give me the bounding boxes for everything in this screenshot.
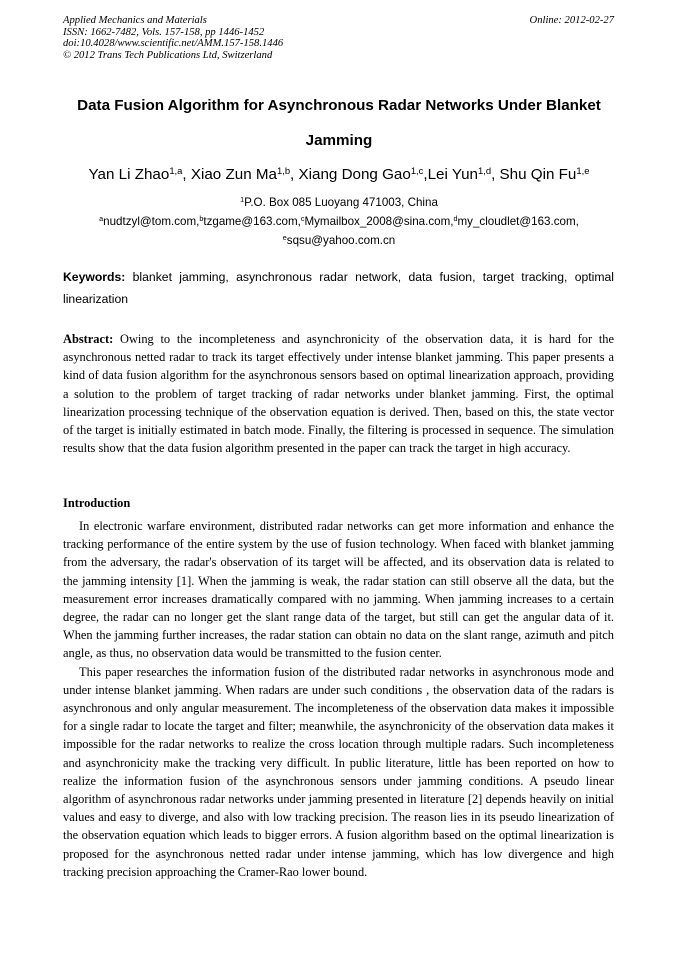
affiliation-address: P.O. Box 085 Luoyang 471003, China	[244, 196, 438, 209]
author-affiliation-mark: 1,e	[576, 164, 590, 176]
journal-name: Applied Mechanics and Materials	[63, 15, 207, 26]
introduction-heading: Introduction	[63, 496, 131, 510]
doi-line: doi:10.4028/www.scientific.net/AMM.157-158.1446	[63, 38, 284, 50]
author-affiliation-mark: 1,b	[276, 164, 291, 176]
email-mark: e	[282, 233, 287, 243]
email-mark: a	[99, 214, 104, 224]
author-name: Xiao Zun Ma	[190, 166, 277, 183]
email-separator: ,	[450, 215, 454, 228]
introduction-body	[63, 517, 614, 881]
author-name: Lei Yun	[427, 166, 479, 183]
affiliation-address-line	[40, 193, 638, 212]
email-line	[40, 212, 638, 231]
affiliation-mark: 1	[240, 195, 245, 205]
author-name: Xiang Dong Gao	[298, 166, 411, 183]
keywords-section	[63, 266, 614, 310]
email-separator: ,	[196, 215, 200, 228]
author-separator: ,	[491, 166, 500, 183]
author-separator: ,	[182, 166, 191, 183]
abstract-text: Owing to the incompleteness and asynchronicity of the observation data, it is hard for the asynchronous netted radar to track its target effectively under intense blanket jamming. This paper presents a kind of data fusion algorithm for the asynchronous sensors based on optimal linearization approach, providing a solution to the problem of target tracking of radar networks under blanket jamming. First, the optimal linearization processing technique of the observation equation is derived. Then, based on this, the state vector of the target is initially estimated in batch mode. Finally, the filtering is processed in sequence. The simulation results show that the data fusion algorithm presented in the paper can track the target in high accuracy.	[63, 332, 614, 456]
email-separator: ,	[575, 215, 579, 228]
author-email[interactable]: Mymailbox_2008@sina.com	[304, 215, 451, 228]
author-affiliation-mark: 1,d	[478, 164, 492, 176]
abstract-label: Abstract:	[63, 332, 114, 346]
author-name: Shu Qin Fu	[499, 166, 577, 183]
email-mark: c	[300, 214, 305, 224]
body-paragraph: In electronic warfare environment, distributed radar networks can get more information and enhance the tracking performance of the entire system by the use of fusion technology. When faced with blanket jamming from the adversary, the radar's observation of its target will be affected, and its observation data is related to the jamming intensity [1]. When the jamming is weak, the radar station can still observe all the data, but the measurement error increases dramatically compared with no jamming. When jamming increases to a certain degree, the radar can no longer get the slant range data of the target, but still can get the angular data of it. When the jamming further increases, the radar station can obtain no data on the slant range, azimuth and pitch angle, as thus, no observation data would be transmitted to the fusion center.	[63, 519, 614, 661]
email-line	[40, 231, 638, 250]
keywords-label: Keywords:	[63, 270, 126, 284]
author-list	[40, 165, 638, 185]
email-separator: ,	[297, 215, 301, 228]
online-date: Online: 2012-02-27	[529, 15, 614, 26]
author-affiliation-mark: 1,a	[169, 164, 183, 176]
body-paragraph: This paper researches the information fusion of the distributed radar networks in asynchronous mode and under intense blanket jamming. When radars are under such conditions , the observation data of the radars is asynchronous and only angular measurement. The incompleteness of the observation data makes it impossible for a single radar to locate the target and filter; meanwhile, the asynchronicity of the observation data makes it impossible for the radar networks to realize the cross location through multiple radars. Such incompleteness and asynchronicity make the tracking very difficult. In public literature, little has been reported on how to realize the information fusion of the asynchronous sensors under jamming conditions. A pseudo linear algorithm of asynchronous radar networks under jamming presented in literature [2] depends heavily on initial values and easy to diverge, and also with low tracking precision. The reason lies in its pseudo linearization of the observation equation which leads to bigger errors. A fusion algorithm based on the optimal linearization is proposed for the asynchronous netted radar under intense jamming, which has low divergence and high tracking precision approaching the Cramer-Rao lower bound.	[63, 664, 614, 879]
affiliation-block	[40, 193, 638, 250]
author-name: Yan Li Zhao	[88, 166, 170, 183]
issn-line: ISSN: 1662-7482, Vols. 157-158, pp 1446-1452	[63, 26, 265, 38]
copyright-line: © 2012 Trans Tech Publications Ltd, Switzerland	[63, 49, 273, 61]
keywords-text: blanket jamming, asynchronous radar network, data fusion, target tracking, optimal linearization	[63, 270, 614, 306]
author-email[interactable]: my_cloudlet@163.com	[457, 215, 576, 228]
email-mark: b	[199, 214, 204, 224]
paper-title: Data Fusion Algorithm for Asynchronous Radar Networks Under Blanket Jamming	[77, 97, 601, 149]
email-mark: d	[453, 214, 458, 224]
abstract-section	[63, 330, 614, 457]
author-separator: ,	[423, 166, 428, 183]
author-email[interactable]: nudtzyl@tom.com	[103, 215, 197, 228]
author-affiliation-mark: 1,c	[410, 164, 424, 176]
author-separator: ,	[290, 166, 299, 183]
author-email[interactable]: sqsu@yahoo.com.cn	[286, 234, 396, 247]
author-email[interactable]: tzgame@163.com	[203, 215, 298, 228]
masthead	[63, 15, 614, 61]
